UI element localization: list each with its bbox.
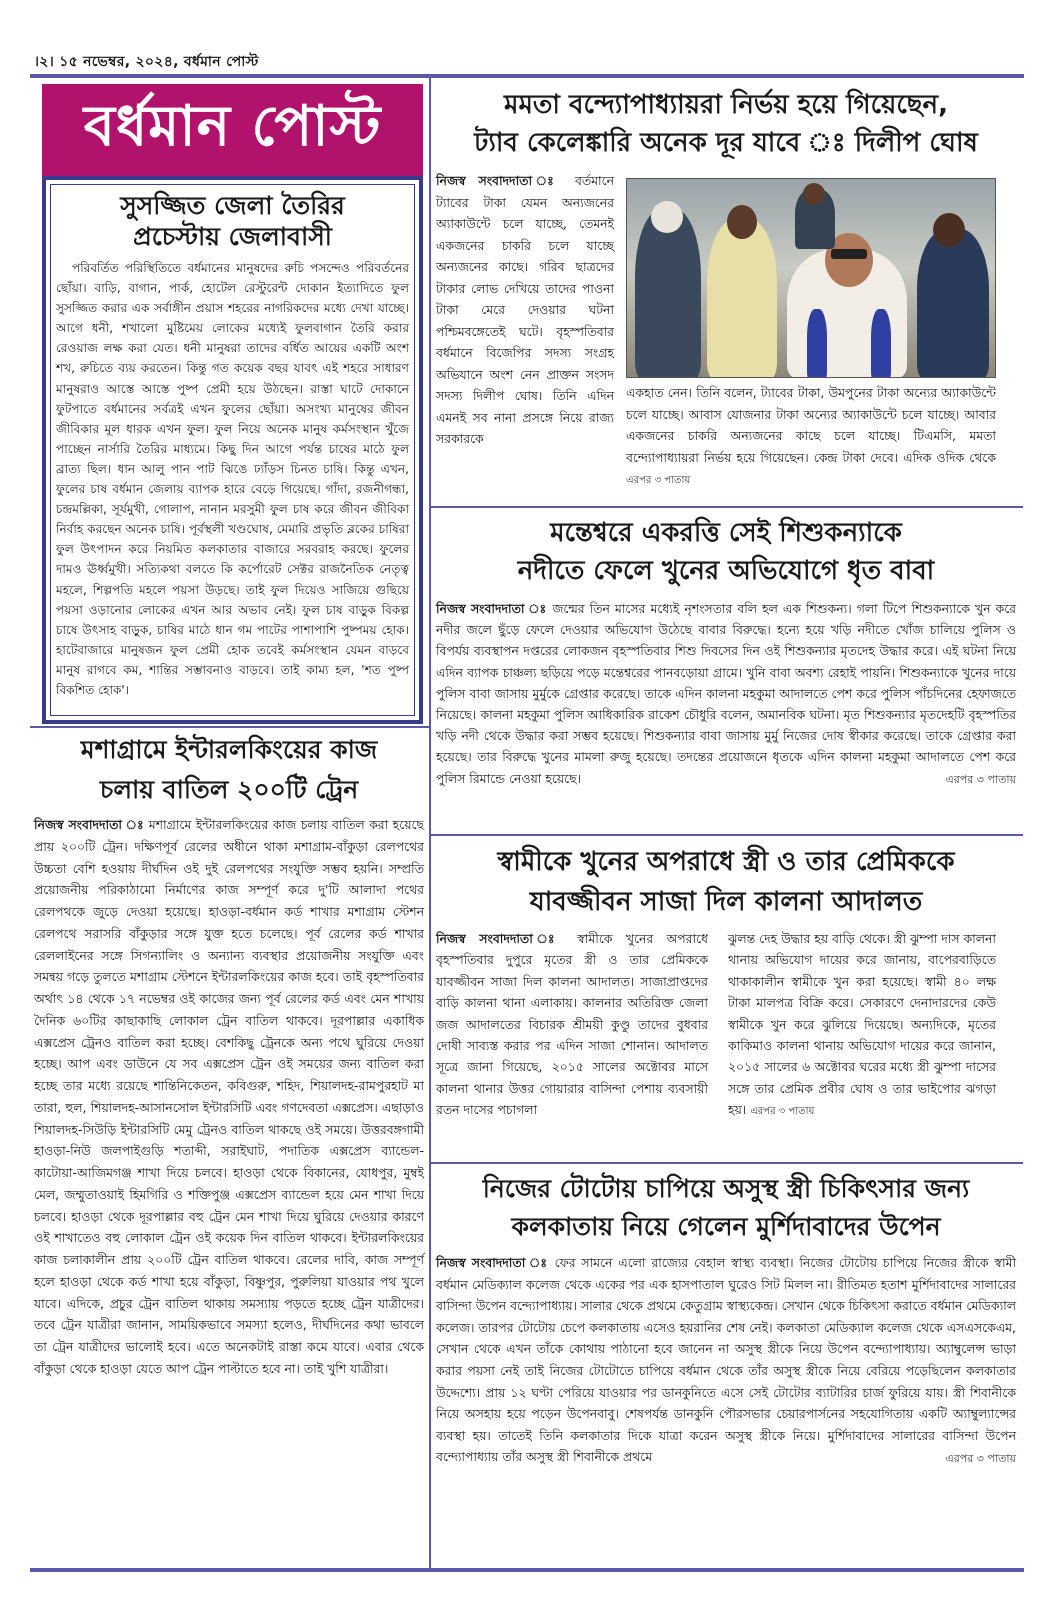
kalna-continued: এরপর ৩ পাতায়	[750, 1106, 815, 1118]
editorial-body: পরিবর্তিত পরিস্থিতিতে বর্ধমানের মানুষদের রুচি পসন্দেও পরিবর্তনের ছোঁয়া। বাড়ি, বাগান, পার্ক, হোটেল রেস্টুরেন্ট দোকান ইত্যাদিতে ফুল সুসজ্জিত করার এক সর্বাঙ্গীন প্রয়াস শহরের নাগরিকদের মধ্যে দেখা যাচ্ছে। আগে ধনী, শখালো মুষ্টিমেয় লোকের মধ্যেই ফুলবাগান তৈরি করার রেওয়াজ লক্ষ করা যেত। ধনী মানুষরা তাদের বর্ধিত আয়ের একটি অংশ শখ, রুচিতে ব্যয় করতেন। কিন্তু গত কয়েক বছর যাবৎ এই শহরে সাধারণ মানুষরাও আস্তে আস্তে পুষ্প প্রেমী হয়ে উঠছেন। রাস্তা ঘাটে দোকানে ফুটপাতে বর্ধমানের সর্বত্রই এখন ফুলের ছোঁয়া। অসংখ্য মানুষের জীবন জীবিকার মূল ধারক এখন ফুল। ফুল নিয়ে অনেক মানুষ কর্মসংস্থান খুঁজে পাচ্ছেন নার্সারি তৈরির মাধ্যমে। কিছু দিন আগে পর্যন্ত চাষের মাঠে ফুল ব্রাত্য ছিল। ধান আলু পান পাট ঝিঙে ঢ্যাঁড়স চিনত চাষি। কিন্তু এখন, ফুলের চাষ বর্ধমান জেলায় ব্যাপক হারে বেড়ে গিয়েছে। গাঁদা, রজনীগন্ধা, চন্দ্রমল্লিকা, সূর্যমুখী, গোলাপ, নানান মরসুমী ফুল চাষ করে জীবন জীবিকা নির্বাহ করছেন অনেক চাষি। পূর্বস্থলী খণ্ডঘোষ, মেমারি প্রভৃতি ব্লকের চাষিরা ফুল উৎপাদন করে নিয়মিত কলকাতার বাজারে সরবরাহ করছে। ফুলের দামও ঊর্ধ্বমুখী। সত্যিকথা বলতে কি কর্পোরেট সেক্টর রাজনৈতিক নেতৃত্ব মহলে, শিল্পপতি মহলে পয়সা উড়ছে। তাই ফুল দিয়েও সাজিয়ে গুছিয়ে পয়সা ওড়ানোর লোকের এখন আর অভাব নেই। ফুল চাষ বাড়ুক বিকল্প চাষে উৎসাহ বাড়ুক, চাষির মাঠে ধান গম পাটের পাশাপাশি পুষ্পময় হোক। হাটেবাজারে মানুষজন ফুল প্রেমী হোক তবেই কর্মসংস্থান যেমন বাড়বে মানুষ রাগবে কম, শান্তির সম্ভাবনাও বাড়বে। তাই কাম্য হল, 'শত পুষ্প বিকশিত হোক'।	[56, 261, 409, 697]
mashagram-byline: নিজস্ব সংবাদদাতা ঃ	[34, 817, 145, 832]
masthead	[42, 84, 423, 176]
dilip-body-right	[626, 382, 996, 492]
dilip-body-left-text: বর্তমানে ট্যাবের টাকা যেমন অন্যজনের অ্যাকাউন্টে চলে যাচ্ছে, তেমনই একজনের চাকরি চলে যাচ্ছে অন্যজনের কাছে। গরিব ছাত্রদের টাকার লোভ দেখিয়ে তাদের পাওনা টাকা মেরে দেওয়ার ঘটনা পশ্চিমবঙ্গেতেই ঘটে। বৃহস্পতিবার বর্ধমানে বিজেপির সদস্য সংগ্রহ অভিযানে অংশ নেন প্রাক্তন সংসদ সদস্য দিলীপ ঘোষ। তিনি এদিন এমনই সব নানা প্রসঙ্গে নিয়ে রাজ্য সরকারকে	[436, 173, 614, 446]
kalna-headline	[436, 842, 1016, 922]
masthead-title: বর্ধমান পোস্ট	[83, 94, 382, 159]
kalna-body-left-text: স্বামীকে খুনের অপরাধে বৃহস্পতিবার দুপুরে মৃতের স্ত্রী ও তার প্রেমিককে যাবজ্জীবন সাজা দিল কালনা আদালত। সাজাপ্রাপ্তদের বাড়ি কালনা থানা এলাকায়। কালনার অতিরিক্ত জেলা জজ আদালতের বিচারক শ্রীময়ী কুণ্ডু তাদের বুধবার দোষী সাব্যস্ত করার পর এদিন সাজা শোনান। আদালত সূত্রে জানা গিয়েছে, ২০১৫ সালের অক্টোবর মাসে কালনা থানার উত্তর গোয়ারার বাসিন্দা পেশায় ব্যবসায়ী রতন দাসের পচাগলা	[436, 931, 708, 1118]
manteswar-continued: এরপর ৩ পাতায়	[945, 772, 1016, 786]
manteswar-headline	[436, 514, 1016, 590]
toto-headline	[436, 1170, 1016, 1246]
kalna-body-right-text: ঝুলন্ত দেহ উদ্ধার হয় বাড়ি থেকে। স্ত্রী ঝুম্পা দাস কালনা থানায় অভিযোগ দায়ের করে জানায়, বাপেরবাড়িতে থাকাকালীন স্বামীকে খুন করা হয়েছে। স্বামী ৪০ লক্ষ টাকা মালপত্র বিক্রি করে। সেকারণে দেনাদারদের কেউ স্বামীকে খুন করে ঝুলিয়ে দিয়েছে। অন্যদিকে, মৃতের কাকিমাও কালনা থানায় অভিযোগ দায়ের করে জানান, ২০১৫ সালের ৬ অক্টোবর ঘরের মধ্যে স্ত্রী ঝুম্পা দাসের সঙ্গে তার প্রেমিক প্রবীর ঘোষ ও তার ভাইপোর ঝগড়া হয়।	[728, 931, 996, 1118]
kalna-body-left	[436, 928, 708, 1121]
story-toto	[436, 1170, 1016, 1469]
kalna-body-right	[728, 928, 996, 1123]
dilip-ghosh-photo	[626, 178, 996, 378]
manteswar-byline: নিজস্ব সংবাদদাতা ঃ	[436, 601, 548, 616]
dilip-body-left	[436, 170, 614, 450]
toto-byline: নিজস্ব সংবাদদাতা ঃ	[436, 1255, 549, 1270]
mashagram-headline	[34, 730, 424, 810]
manteswar-body	[436, 598, 1016, 789]
dilip-continued: এরপর ৩ পাতায়	[626, 475, 691, 486]
editorial-headline	[56, 190, 409, 252]
editorial-box	[42, 176, 423, 724]
mashagram-headline-line2: চলায় বাতিল ২০০টি ট্রেন	[99, 775, 359, 804]
dilip-body-right-text: একহাত নেন। তিনি বলেন, ট্যাবের টাকা, উমপুনের টাকা অন্যের অ্যাকাউন্টে চলে যাচ্ছে। আবাস যোজনার টাকা অন্যের অ্যাকাউন্টে চলে যাচ্ছে। আবার একজনের চাকরি অন্যজনের কাছে চলে যাচ্ছে। টিএমসি, মমতা বন্দ্যোপাধ্যায়রা নির্ভয় হয়ে গিয়েছেন। কেন্দ্র টাকা দেবে। এদিক ওদিক থেকে	[626, 385, 996, 465]
manteswar-body-text: জন্মের তিন মাসের মধ্যেই নৃশংসতার বলি হল এক শিশুকন্য। গলা টিপে শিশুকন্যাকে খুন করে নদীর জলে ছুঁড়ে ফেলে দেওয়ার অভিযোগ উঠেছে বাবার বিরুদ্ধে। হন্যে হয়ে খড়ি নদীতে খোঁজ চালিয়ে পুলিস ও বিপর্যয় ব্যবস্থাপন দপ্তরের লোকজন বৃহস্পতিবার শিশু দিবসের দিন ওই শিশুকন্যার মৃতদেহ উদ্ধার করে। এই ঘটনা নিয়ে এদিন ব্যাপক চাঞ্চল্য ছড়িয়ে পড়ে মন্তেশ্বরের পানবড়োয়া গ্রামে। খুনি বাবা অবশ্য রেহাই পায়নি। শিশুকন্যাকে খুনের দায়ে পুলিস বাবা জাসায় মুর্মুকে গ্রেপ্তার করেছে। তাকে এদিন কালনা মহকুমা আদালতে পেশ করে পুলিস পাঁচদিনের হেফাজতে নিয়েছে। কালনা মহকুমা পুলিস আধিকারিক রাকেশ চৌধুরি বলেন, অমানবিক ঘটনা। মৃত শিশুকন্যার মৃতদেহটি বৃহস্পতির খড়ি নদী থেকে উদ্ধার করা সম্ভব হয়েছে। শিশুকন্যার বাবা জাসায় মুর্মু নিজের দোষ স্বীকার করেছে। তাকে গ্রেপ্তার করা হয়েছে। তার বিরুদ্ধে খুনের মামলা রুজু হয়েছে। তদন্তের প্রয়োজনে ধৃতকে এদিন কালনা মহকুমা আদালতে পেশ করে পুলিস রিমান্ডে নেওয়া হয়েছে।	[436, 601, 1016, 786]
toto-continued: এরপর ৩ পাতায়	[945, 1451, 1016, 1465]
editorial-headline-line2: প্রচেস্টায় জেলাবাসী	[133, 222, 332, 251]
kalna-headline-line1: স্বামীকে খুনের অপরাধে স্ত্রী ও তার প্রেমিককে	[497, 847, 955, 877]
rule-before-mashagram	[30, 726, 429, 728]
mashagram-body-text: মশাগ্রামে ইন্টারলকিংয়ের কাজ চলায় বাতিল করা হয়েছে প্রায় ২০০টি ট্রেন। দক্ষিণপূর্ব রেলের অধীনে থাকা মশাগ্রাম-বাঁকুড়া রেলপথের উচ্চতা বেশি হওয়ায় দীর্ঘদিন ওই দুই রেলপথের সংযুক্তি সম্ভব হয়নি। সম্প্রতি প্রয়োজনীয় পরিকাঠামো নির্মাণের কাজ সম্পূর্ণ করে দু'টি আলাদা পথের রেলপথকে জুড়ে দেওয়া হয়েছে। হাওড়া-বর্ধমান কর্ড শাখার মশাগ্রাম স্টেশন রেলপথে সরাসরি বাঁকুড়ার সঙ্গে যুক্ত হতে চলেছে। পূর্ব রেলের কর্ড শাখার রেললাইনের সঙ্গে সিগন্যালিং ও অন্যান্য ব্যবস্থার প্রয়োজনীয় সংযুক্তি এবং সমন্বয় গড়ে তুলতে মশাগ্রাম স্টেশনে ইন্টারলকিংয়ের কাজ হবে। তাই বৃহস্পতিবার অর্থাৎ ১৪ থেকে ১৭ নভেম্বর ওই কাজের জন্য পূর্ব রেলের কর্ড এবং মেন শাখায় দৈনিক ৬০টির কাছাকাছি লোকাল ট্রেন বাতিল থাকবে। দূরপাল্লার একাধিক এক্সপ্রেস ট্রেনও বাতিল করা হচ্ছে। বেশকিছু ট্রেনকে অন্য পথে ঘুরিয়ে দেওয়া হচ্ছে। আপ এবং ডাউনে যে সব এক্সপ্রেস ট্রেন ওই সময়ের জন্য বাতিল করা হচ্ছে তার মধ্যে রয়েছে শান্তিনিকেতন, কবিগুরু, শহিদ, শিয়ালদহ-রামপুরহাট মা তারা, হুল, শিয়ালদহ-আসানসোল ইন্টারসিটি এবং গণদেবতা এক্সপ্রেস। এছাড়াও শিয়ালদহ-সিউড়ি ইন্টারসিটি মেমু ট্রেনও বাতিল থাকছে ওই সময়ে। উত্তরবঙ্গগামী হাওড়া-নিউ জলপাইগুড়ি শতাব্দী, সরাইঘাট, পদাতিক এক্সপ্রেস ব্যান্ডেল-কাটোয়া-আজিমগঞ্জ শাখা দিয়ে চলবে। হাওড়া থেকে বিকানের, যোধপুর, মুম্বই মেল, জম্মুতাওয়াই হিমগিরি ও শক্তিপুঞ্জ এক্সপ্রেস ব্যান্ডেল হয়ে মেন শাখা দিয়ে চলবে। হাওড়া থেকে দূরপাল্লার বহু ট্রেন মেন শাখা দিয়ে ঘুরিয়ে দেওয়ার কারণে ওই শাখাতেও বহু লোকাল ট্রেন ওই কয়েক দিন বাতিল থাকবে। ইন্টারলকিংয়ের কাজ চলাকালীন প্রায় ২০০টি ট্রেন বাতিল থাকবে। রেলের দাবি, কাজ সম্পূর্ণ হলে হাওড়া থেকে কর্ড শাখা হয়ে বাঁকুড়া, বিষ্ণুপুর, পুরুলিয়া যাওয়ার পথ খুলে যাবে। এদিকে, প্রচুর ট্রেন বাতিল থাকায় সমস্যায় পড়তে হচ্ছে ট্রেন যাত্রীদের। তবে ট্রেন যাত্রীরা জানান, সাময়িকভাবে সমস্যা হলেও, দীর্ঘদিনের কথা ভাবলে তা ট্রেন যাত্রীদের ভালোই হবে। এতে অনেকটাই রাস্তা কমে যাবে। এবার থেকে বাঁকুড়া থেকে হাওড়া যেতে আপ ট্রেন পাল্টাতে হবে না। তাই খুশি যাত্রীরা।	[34, 817, 424, 1376]
mashagram-headline-line1: মশাগ্রামে ইন্টারলকিংয়ের কাজ	[80, 735, 378, 764]
page-folio: ।২। ১৫ নভেম্বর, ২০২৪, বর্ধমান পোস্ট	[34, 54, 259, 70]
dilip-byline: নিজস্ব সংবাদদাতা ঃ	[436, 173, 563, 188]
rule-after-manteswar	[431, 834, 1023, 836]
story-manteswar	[436, 514, 1016, 790]
toto-body-text: ফের সামনে এলো রাজ্যের বেহাল স্বাস্থ্য ব্যবস্থা। নিজের টোটোয় চাপিয়ে নিজের স্ত্রীকে স্বামী বর্ধমান মেডিক্যাল কলেজ থেকে একের পর এক হাসপাতাল ঘুরেও সিট মিলল না। রীতিমত হতাশ মুর্শিদাবাদের সালারের বাসিন্দা উপেন বন্দ্যোপাধ্যায়। সালার থেকে প্রথমে কেতুগ্রাম স্বাস্থ্যকেন্দ্র। সেখান থেকে চিকিৎসা করাতে বর্ধমান মেডিক্যাল কলেজ। তারপর টোটোয় চেপে কলকাতায় এসেও হয়রানির শেষ নেই। কলকাতা মেডিক্যাল কলেজ থেকে এসএসকেএম, সেখান থেকে এখন তাঁকে কোথায় পাঠানো হবে জানেন না অসুস্থ স্ত্রীকে নিয়ে উপেন বন্দ্যোপাধ্যায়। অ্যাম্বুলেন্স ভাড়া করার পয়সা নেই তাই নিজের টোটোতে চাপিয়ে বর্ধমান থেকে তাঁর অসুস্থ স্ত্রীকে নিয়ে বেরিয়ে পড়েছিলেন কলকাতার উদ্দেশ্যে। প্রায় ১২ ঘণ্টা পেরিয়ে যাওয়ার পর ডানকুনিতে এসে সেই টোটোর ব্যাটারির চার্জ ফুরিয়ে যায়। স্ত্রী শিবানীকে নিয়ে অসহায় হয়ে পড়েন উপেনবাবু। শেষপর্যন্ত ডানকুনি পৌরসভার চেয়ারপার্সনের সহযোগিতায় একটি অ্যাম্বুল্যান্সের ব্যবস্থা হয়। তাতেই তিনি কলকাতার দিকে যাত্রা করেন অসুস্থ স্ত্রীকে নিয়ে। মুর্শিদাবাদের সালারের বাসিন্দা উপেন বন্দ্যোপাধ্যায় তাঁর অসুস্থ স্ত্রী শিবানীকে প্রথমে	[436, 1255, 1016, 1465]
rule-after-kalna	[431, 1162, 1023, 1164]
editorial-headline-line1: সুসজ্জিত জেলা তৈরির	[120, 191, 345, 220]
dilip-headline-line2: ট্যাব কেলেঙ্কারি অনেক দূর যাবে ঃ দিলীপ ঘোষ	[474, 128, 978, 158]
mashagram-body	[34, 814, 424, 1380]
story-dilip-ghosh	[436, 86, 1016, 162]
dilip-headline-line1: মমতা বন্দ্যোপাধ্যায়রা নির্ভয় হয়ে গিয়েছেন,	[504, 90, 948, 120]
kalna-headline-line2: যাবজ্জীবন সাজা দিল কালনা আদালত	[529, 887, 923, 917]
toto-headline-line1: নিজের টোটোয় চাপিয়ে অসুস্থ স্ত্রী চিকিৎসার জন্য	[482, 1174, 970, 1203]
story-mashagram	[34, 730, 424, 1380]
toto-headline-line2: কলকাতায় নিয়ে গেলেন মুর্শিদাবাদের উপেন	[511, 1212, 941, 1241]
kalna-byline: নিজস্ব সংবাদদাতা ঃ	[436, 931, 564, 946]
story-kalna-court	[436, 842, 1016, 922]
bottom-rule	[30, 1568, 1024, 1572]
manteswar-headline-line1: মন্তেশ্বরে একরত্তি সেই শিশুকন্যাকে	[550, 518, 902, 548]
toto-body	[436, 1252, 1016, 1468]
top-rule	[30, 74, 1024, 78]
rule-after-dilip	[431, 506, 1023, 508]
dilip-headline	[436, 86, 1016, 162]
manteswar-headline-line2: নদীতে ফেলে খুনের অভিযোগে ধৃত বাবা	[517, 556, 935, 586]
column-divider	[429, 78, 431, 1568]
